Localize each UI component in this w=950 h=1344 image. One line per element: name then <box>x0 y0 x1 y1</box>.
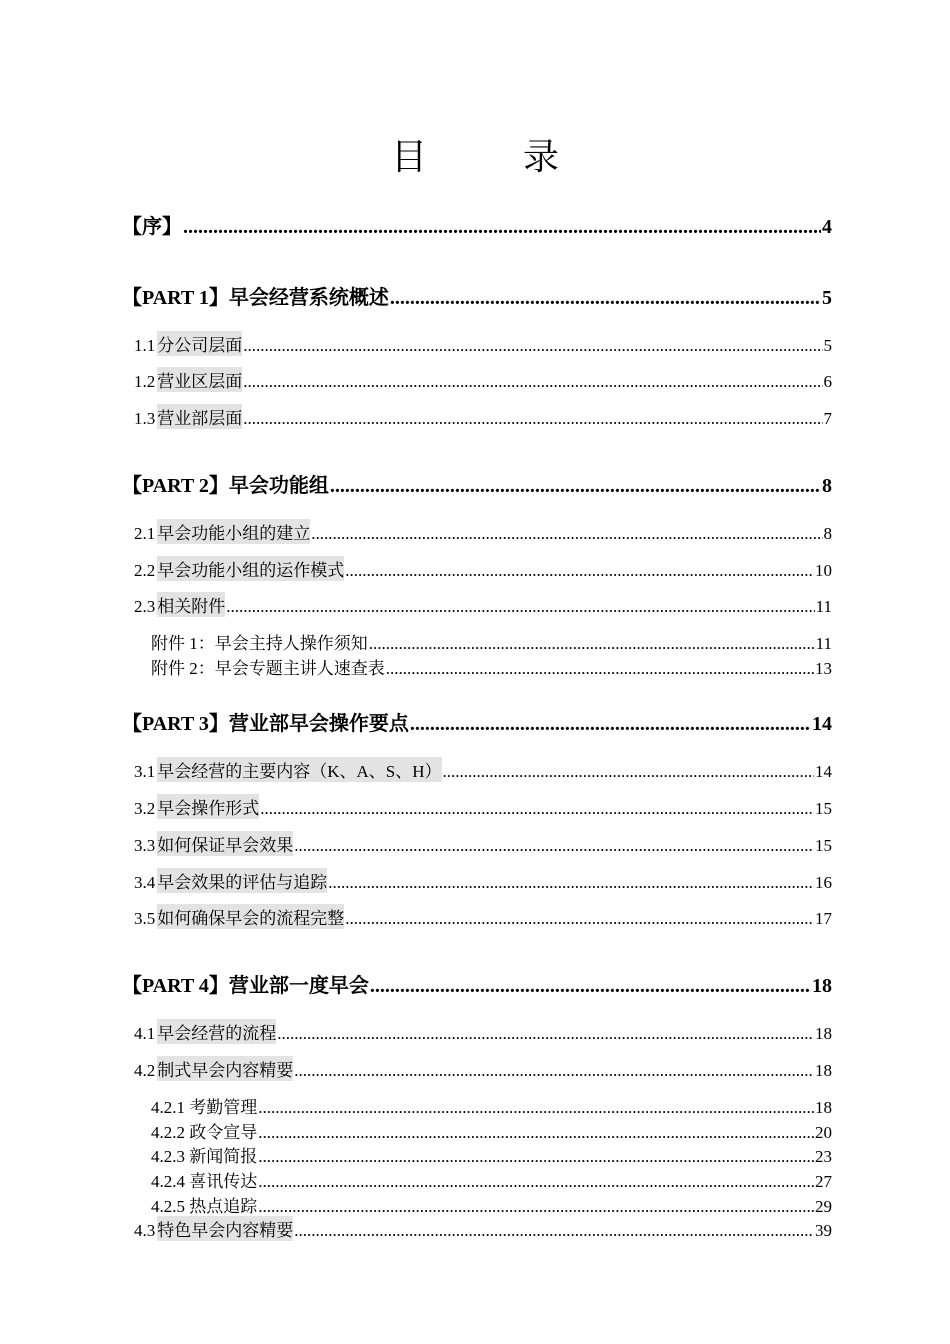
toc-leader <box>386 659 814 679</box>
toc-label: 如何保证早会效果 <box>157 831 293 856</box>
toc-number: 3.4 <box>134 873 156 892</box>
toc-entry-part1[interactable] <box>122 281 832 310</box>
toc-label: 早会效果的评估与追踪 <box>157 868 327 893</box>
toc-entry-1-3[interactable] <box>134 404 832 429</box>
toc-entry-1-2[interactable] <box>134 367 832 392</box>
toc-label: 4.2.5 热点追踪 <box>151 1197 258 1216</box>
toc-number: 1.3 <box>134 409 156 428</box>
toc-page-number: 8 <box>822 475 832 497</box>
toc-label: 附件 2：早会专题主讲人速查表 <box>151 659 385 678</box>
toc-label: 【PART 4】营业部一度早会 <box>122 975 369 997</box>
toc-number: 2.1 <box>134 524 156 543</box>
toc-page-number: 18 <box>815 1024 832 1043</box>
toc-page-number: 11 <box>815 597 832 616</box>
toc-entry-4-2-4[interactable] <box>151 1167 832 1192</box>
toc-page-number: 23 <box>815 1147 832 1166</box>
toc-leader <box>311 524 822 544</box>
toc-entry-2-3[interactable] <box>134 592 832 617</box>
toc-leader <box>277 1024 814 1044</box>
toc-page-number: 29 <box>815 1197 832 1216</box>
toc-leader <box>294 1221 814 1241</box>
toc-label: 营业区层面 <box>157 367 242 392</box>
toc-leader <box>370 975 811 998</box>
toc-page-number: 16 <box>815 873 832 892</box>
toc-label: 【PART 2】早会功能组 <box>122 475 329 497</box>
toc-leader <box>330 475 821 498</box>
toc-label: 早会功能小组的建立 <box>157 519 310 544</box>
toc-label: 早会经营的主要内容（K、A、S、H） <box>157 757 441 782</box>
toc-leader <box>369 634 815 654</box>
toc-page-number: 18 <box>815 1098 832 1117</box>
toc-label: 早会功能小组的运作模式 <box>157 556 344 581</box>
toc-label: 4.2.4 喜讯传达 <box>151 1172 258 1191</box>
toc-label: 【PART 3】营业部早会操作要点 <box>122 713 409 735</box>
toc-leader <box>294 1061 814 1081</box>
toc-leader <box>345 561 814 581</box>
toc-page-number: 4 <box>822 216 832 238</box>
toc-label: 特色早会内容精要 <box>157 1216 293 1241</box>
toc-leader <box>183 216 821 239</box>
toc-leader <box>258 1098 814 1118</box>
toc-number: 4.1 <box>134 1024 156 1043</box>
toc-entry-4-3[interactable] <box>134 1216 832 1241</box>
toc-page-number: 10 <box>815 561 832 580</box>
toc-page-number: 27 <box>815 1172 832 1191</box>
toc-entry-4-2-1[interactable] <box>151 1093 832 1118</box>
toc-leader <box>258 1147 814 1167</box>
toc-entry-4-2-3[interactable] <box>151 1142 832 1167</box>
toc-entry-3-5[interactable] <box>134 904 832 929</box>
toc-leader <box>443 762 814 782</box>
toc-page-number: 7 <box>823 409 832 428</box>
page-title: 目 录 <box>390 137 589 178</box>
toc-number: 2.3 <box>134 597 156 616</box>
toc-leader <box>294 836 814 856</box>
toc-label: 4.2.1 考勤管理 <box>151 1098 258 1117</box>
toc-entry-part4[interactable] <box>122 969 832 998</box>
toc-entry-part3[interactable] <box>122 707 832 736</box>
toc-number: 2.2 <box>134 561 156 580</box>
toc-number: 3.3 <box>134 836 156 855</box>
toc-entry-4-2-2[interactable] <box>151 1118 832 1143</box>
toc-page-number: 11 <box>815 634 832 653</box>
toc-label: 【PART 1】早会经营系统概述 <box>122 287 389 309</box>
toc-leader <box>345 909 814 929</box>
toc-entry-appendix-2[interactable] <box>151 654 832 679</box>
toc-page-number: 15 <box>815 799 832 818</box>
toc-page-number: 18 <box>815 1061 832 1080</box>
toc-label: 4.2.3 新闻简报 <box>151 1147 258 1166</box>
toc-leader <box>243 336 822 356</box>
toc-label: 附件 1：早会主持人操作须知 <box>151 634 368 653</box>
toc-entry-2-2[interactable] <box>134 556 832 581</box>
toc-number: 3.2 <box>134 799 156 818</box>
toc-page-number: 14 <box>815 762 832 781</box>
toc-entry-2-1[interactable] <box>134 519 832 544</box>
toc-entry-4-2-5[interactable] <box>151 1192 832 1217</box>
toc-page-number: 5 <box>823 336 832 355</box>
toc-entry-3-4[interactable] <box>134 868 832 893</box>
toc-number: 3.1 <box>134 762 156 781</box>
toc-number: 3.5 <box>134 909 156 928</box>
toc-entry-1-1[interactable] <box>134 331 832 356</box>
toc-label: 早会经营的流程 <box>157 1019 276 1044</box>
toc-entry-3-1[interactable] <box>134 757 832 782</box>
toc-label: 制式早会内容精要 <box>157 1056 293 1081</box>
toc-page-number: 15 <box>815 836 832 855</box>
toc-leader <box>226 597 814 617</box>
toc-leader <box>390 287 821 310</box>
toc-page-number: 18 <box>812 975 832 997</box>
toc-entry-part2[interactable] <box>122 469 832 498</box>
toc-page-number: 5 <box>822 287 832 309</box>
toc-leader <box>258 1172 814 1192</box>
toc-number: 1.1 <box>134 336 156 355</box>
toc-leader <box>243 372 822 392</box>
toc-entry-3-2[interactable] <box>134 794 832 819</box>
toc-page-number: 39 <box>815 1221 832 1240</box>
toc-entry-appendix-1[interactable] <box>151 629 832 654</box>
toc-leader <box>328 873 814 893</box>
toc-number: 4.2 <box>134 1061 156 1080</box>
toc-entry-preface[interactable] <box>122 210 832 239</box>
toc-leader <box>258 1197 814 1217</box>
toc-label: 相关附件 <box>157 592 225 617</box>
toc-number: 4.3 <box>134 1221 156 1240</box>
toc-label: 【序】 <box>122 216 182 238</box>
toc-page-number: 20 <box>815 1123 832 1142</box>
toc-label: 早会操作形式 <box>157 794 259 819</box>
toc-page-number: 14 <box>812 713 832 735</box>
toc-page-number: 13 <box>815 659 832 678</box>
toc-label: 4.2.2 政令宣导 <box>151 1123 258 1142</box>
toc-entry-4-1[interactable] <box>134 1019 832 1044</box>
toc-leader <box>260 799 814 819</box>
toc-entry-3-3[interactable] <box>134 831 832 856</box>
toc-leader <box>258 1123 814 1143</box>
toc-page-number: 6 <box>823 372 832 391</box>
toc-number: 1.2 <box>134 372 156 391</box>
toc-leader <box>243 409 822 429</box>
toc-leader <box>410 713 811 736</box>
toc-label: 如何确保早会的流程完整 <box>157 904 344 929</box>
toc-page-number: 8 <box>823 524 832 543</box>
toc-label: 分公司层面 <box>157 331 242 356</box>
toc-entry-4-2[interactable] <box>134 1056 832 1081</box>
toc-label: 营业部层面 <box>157 404 242 429</box>
toc-page-number: 17 <box>815 909 832 928</box>
